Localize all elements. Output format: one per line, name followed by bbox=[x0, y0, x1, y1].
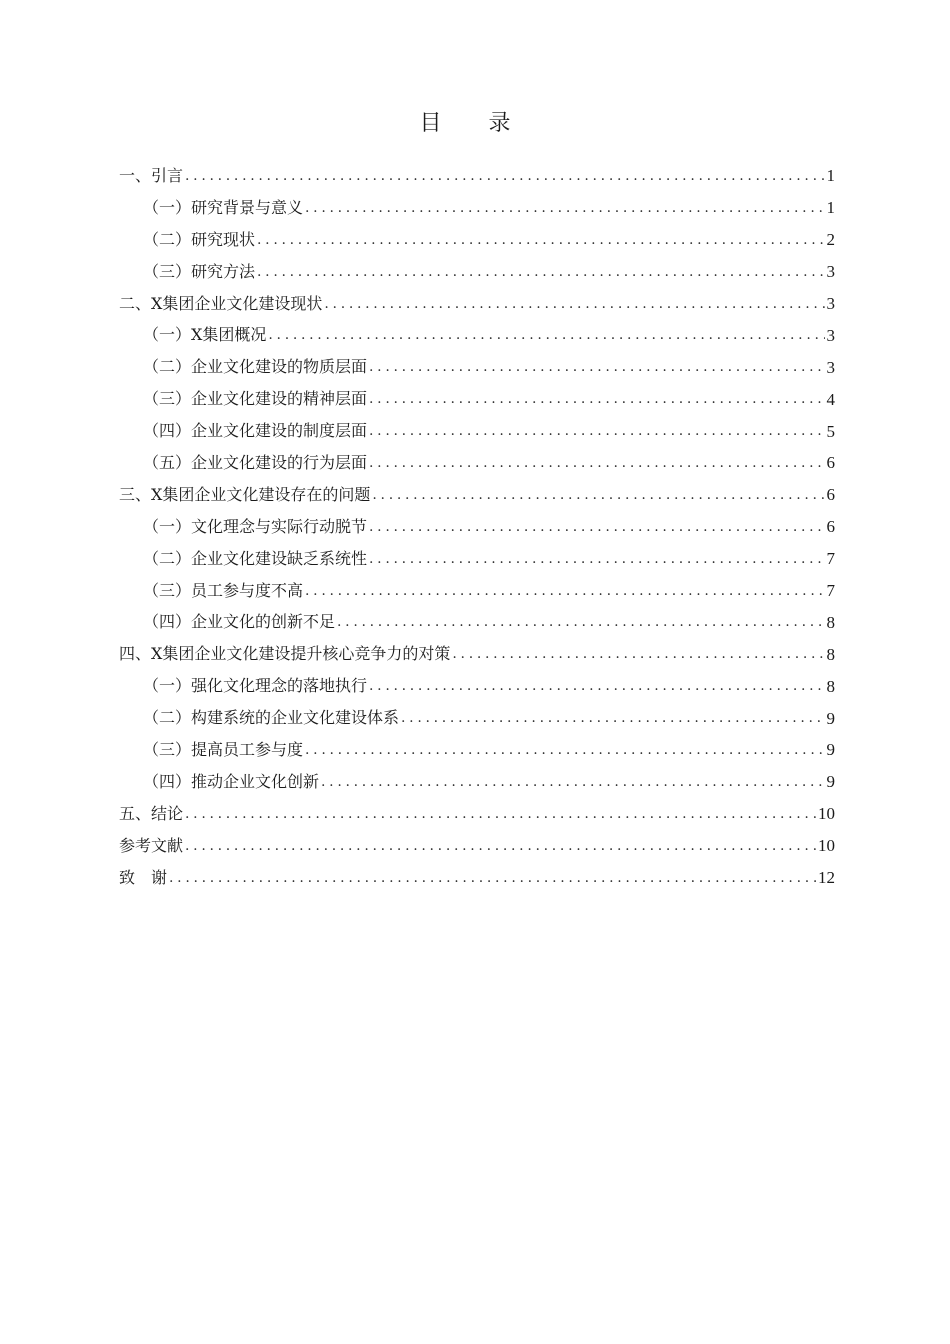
toc-entry-page: 9 bbox=[826, 708, 835, 728]
toc-entry-label: （四）推动企业文化创新 bbox=[143, 771, 320, 791]
toc-entry-label: （一）X集团概况 bbox=[143, 325, 267, 345]
leader-dots bbox=[369, 552, 824, 566]
toc-entry-page: 5 bbox=[826, 421, 835, 441]
leader-dots bbox=[305, 584, 824, 598]
toc-entry[interactable] bbox=[119, 288, 835, 320]
leader-dots bbox=[452, 647, 824, 661]
toc-entry-label: 一、引言 bbox=[119, 165, 184, 185]
toc-entry-label: 五、结论 bbox=[119, 803, 184, 823]
toc-entry-label: 四、X集团企业文化建设提升核心竞争力的对策 bbox=[119, 644, 451, 664]
toc-entry-label: （二）构建系统的企业文化建设体系 bbox=[143, 708, 400, 728]
toc-entry-label: （五）企业文化建设的行为层面 bbox=[143, 452, 368, 472]
toc-entry-page: 8 bbox=[826, 676, 835, 696]
leader-dots bbox=[369, 679, 824, 693]
leader-dots bbox=[372, 488, 824, 502]
toc-entry-page: 8 bbox=[826, 644, 835, 664]
toc-entry-label: （四）企业文化的创新不足 bbox=[143, 612, 336, 632]
leader-dots bbox=[369, 360, 824, 374]
toc-entry[interactable] bbox=[119, 543, 835, 575]
toc-entry[interactable] bbox=[119, 606, 835, 638]
toc-entry[interactable] bbox=[119, 702, 835, 734]
leader-dots bbox=[169, 871, 816, 885]
toc-entry-page: 3 bbox=[826, 294, 835, 313]
leader-dots bbox=[369, 392, 824, 406]
leader-dots bbox=[185, 807, 816, 821]
toc-entry-page: 6 bbox=[826, 485, 835, 505]
toc-entry[interactable] bbox=[119, 192, 835, 224]
toc-entry-page: 3 bbox=[826, 325, 835, 345]
toc-entry-label: （一）强化文化理念的落地执行 bbox=[143, 676, 368, 696]
toc-entry-label: （四）企业文化建设的制度层面 bbox=[143, 421, 368, 441]
toc-entry-page: 12 bbox=[818, 868, 835, 888]
toc-entry-page: 7 bbox=[826, 549, 835, 569]
page-title: 目 录 bbox=[419, 111, 531, 136]
toc-entry-page: 9 bbox=[826, 740, 835, 760]
toc-entry-page: 8 bbox=[826, 612, 835, 632]
leader-dots bbox=[257, 233, 824, 247]
toc-entry-label: （三）员工参与度不高 bbox=[143, 580, 304, 600]
toc-entry-label: （三）企业文化建设的精神层面 bbox=[143, 389, 368, 409]
toc-entry-page: 2 bbox=[826, 230, 835, 250]
toc-entry[interactable] bbox=[119, 575, 835, 607]
toc-entry-label: 参考文献 bbox=[119, 835, 184, 855]
leader-dots bbox=[369, 424, 824, 438]
toc-entry[interactable] bbox=[119, 862, 835, 894]
toc-entry-label: （三）提高员工参与度 bbox=[143, 739, 304, 759]
toc-entry-label: （二）企业文化建设缺乏系统性 bbox=[143, 548, 368, 568]
toc-entry-label: （三）研究方法 bbox=[143, 261, 256, 281]
table-of-contents bbox=[119, 160, 835, 893]
toc-entry[interactable] bbox=[119, 638, 835, 670]
leader-dots bbox=[324, 297, 824, 311]
toc-entry-page: 3 bbox=[826, 357, 835, 377]
leader-dots bbox=[321, 775, 824, 789]
toc-entry-label: （二）企业文化建设的物质层面 bbox=[143, 357, 368, 377]
toc-entry[interactable] bbox=[119, 224, 835, 256]
toc-entry-label: 三、X集团企业文化建设存在的问题 bbox=[119, 484, 371, 504]
leader-dots bbox=[305, 743, 824, 757]
toc-entry-page: 7 bbox=[826, 581, 835, 601]
toc-entry-page: 1 bbox=[826, 166, 835, 186]
toc-entry-page: 10 bbox=[818, 836, 835, 856]
toc-entry-page: 9 bbox=[826, 772, 835, 792]
toc-entry-label: （一）文化理念与实际行动脱节 bbox=[143, 516, 368, 536]
leader-dots bbox=[185, 169, 824, 183]
leader-dots bbox=[185, 839, 816, 853]
toc-entry-page: 4 bbox=[826, 389, 835, 409]
toc-entry-label: （二）研究现状 bbox=[143, 229, 256, 249]
leader-dots bbox=[369, 520, 824, 534]
toc-entry-page: 6 bbox=[826, 517, 835, 537]
toc-entry-label: 致 谢 bbox=[119, 867, 168, 887]
toc-entry-page: 6 bbox=[826, 453, 835, 473]
toc-entry[interactable] bbox=[119, 798, 835, 830]
toc-entry-page: 10 bbox=[818, 804, 835, 824]
toc-entry[interactable] bbox=[119, 479, 835, 511]
toc-entry[interactable] bbox=[119, 511, 835, 543]
toc-entry[interactable] bbox=[119, 383, 835, 415]
leader-dots bbox=[268, 328, 824, 342]
leader-dots bbox=[401, 711, 824, 725]
toc-entry[interactable] bbox=[119, 160, 835, 192]
toc-entry-page: 1 bbox=[826, 198, 835, 218]
toc-entry[interactable] bbox=[119, 670, 835, 702]
toc-entry[interactable] bbox=[119, 447, 835, 479]
toc-entry[interactable] bbox=[119, 766, 835, 798]
toc-entry-label: 二、X集团企业文化建设现状 bbox=[119, 293, 323, 313]
toc-entry[interactable] bbox=[119, 351, 835, 383]
leader-dots bbox=[257, 265, 824, 279]
toc-entry[interactable] bbox=[119, 256, 835, 288]
toc-entry-page: 3 bbox=[826, 262, 835, 282]
toc-entry[interactable] bbox=[119, 830, 835, 862]
leader-dots bbox=[369, 456, 824, 470]
leader-dots bbox=[337, 615, 824, 629]
toc-entry[interactable] bbox=[119, 415, 835, 447]
leader-dots bbox=[305, 201, 824, 215]
toc-entry[interactable] bbox=[119, 734, 835, 766]
toc-entry-label: （一）研究背景与意义 bbox=[143, 197, 304, 217]
toc-entry[interactable] bbox=[119, 319, 835, 351]
